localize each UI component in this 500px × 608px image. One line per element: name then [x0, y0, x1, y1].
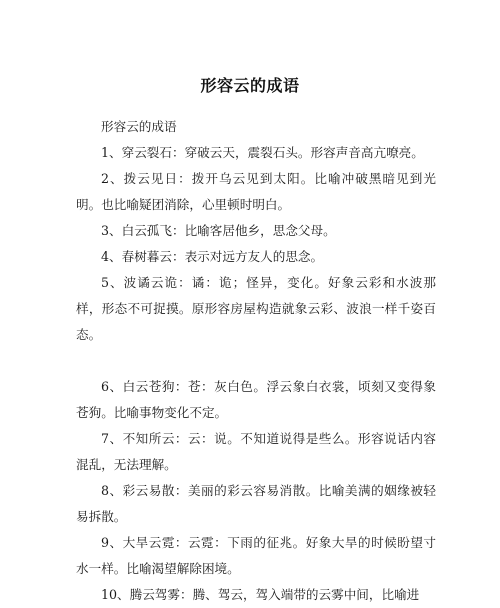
subtitle-line: 形容云的成语	[101, 119, 177, 134]
idiom-paragraph-2: 2、拨云见日：拨开乌云见到太阳。比喻冲破黑暗见到光明。也比喻疑团消除，心里顿时明白。	[76, 171, 436, 212]
document-body	[76, 114, 436, 608]
idiom-paragraph-1: 1、穿云裂石：穿破云天，震裂石头。形容声音高亢嘹亮。	[101, 145, 424, 160]
idiom-paragraph-7: 7、不知所云：云：说。不知道说得是些么。形容说话内容混乱，无法理解。	[76, 431, 436, 472]
idiom-paragraph-3: 3、白云孤飞：比喻客居他乡，思念父母。	[101, 223, 336, 238]
idiom-paragraph-5: 5、波谲云诡：谲：诡；怪异，变化。好象云彩和水波那样，形态不可捉摸。原形容房屋构造就象云彩、波浪一样千姿百态。	[76, 275, 436, 342]
document-title: 形容云的成语	[200, 76, 300, 95]
idiom-paragraph-4: 4、春树暮云：表示对远方友人的思念。	[101, 249, 324, 264]
idiom-paragraph-8: 8、彩云易散：美丽的彩云容易消散。比喻美满的姻缘被轻易拆散。	[76, 483, 436, 524]
idiom-paragraph-9: 9、大旱云霓：云霓：下雨的征兆。好象大旱的时候盼望寸水一样。比喻渴望解除困境。	[76, 535, 436, 576]
idiom-paragraph-10: 10、腾云驾雾：腾、驾云，驾入端带的云雾中间，比喻进	[101, 587, 420, 602]
idiom-paragraph-6: 6、白云苍狗：苍：灰白色。浮云象白衣裳，顷刻又变得象苍狗。比喻事物变化不定。	[76, 379, 436, 420]
